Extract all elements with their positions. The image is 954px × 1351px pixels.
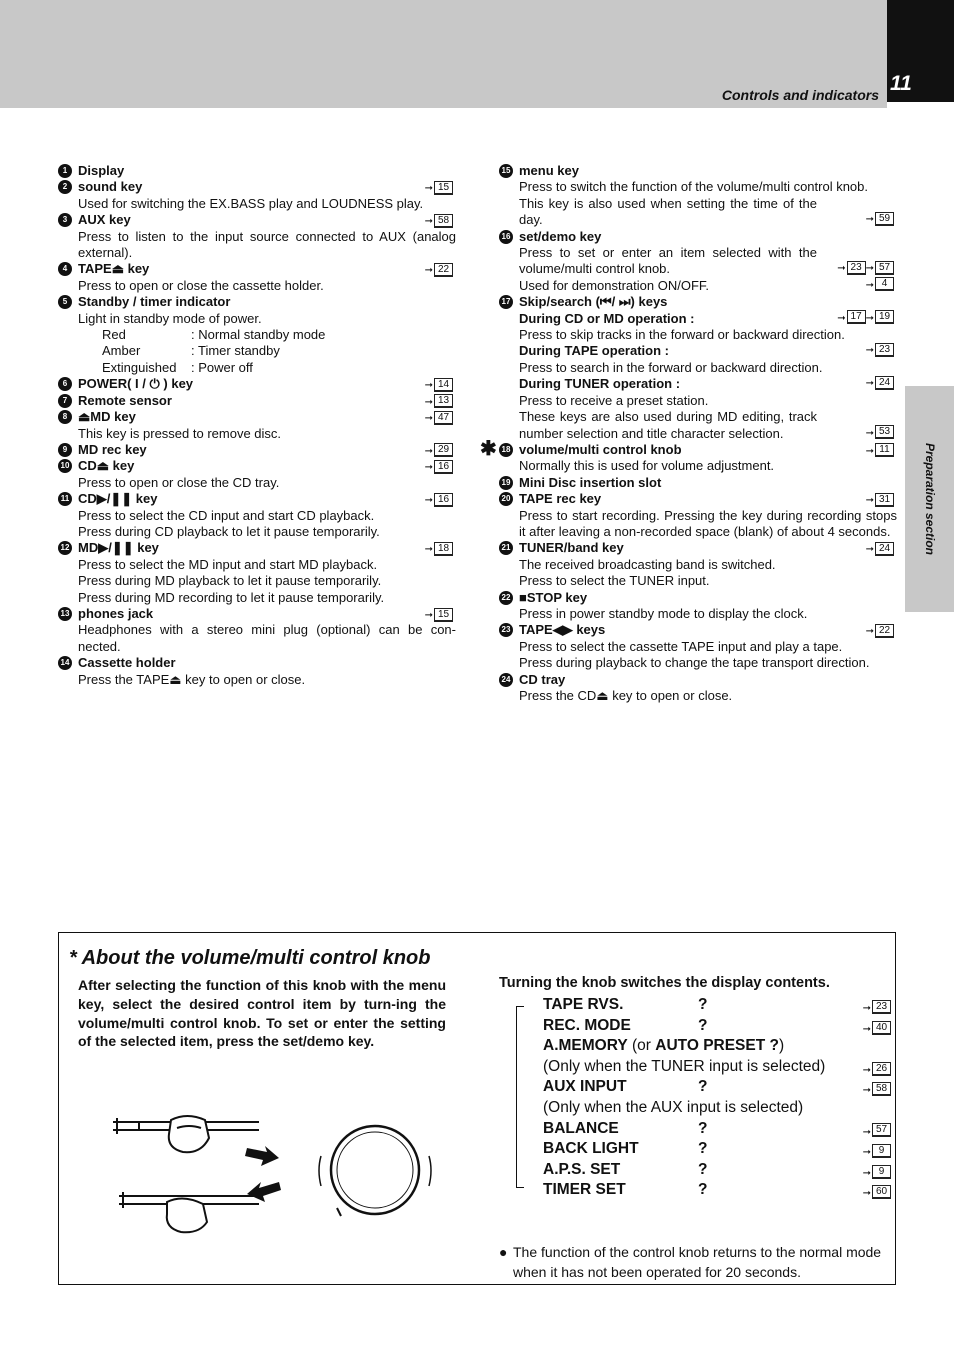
arrow-right-icon <box>245 1146 279 1166</box>
book-icon: 9 <box>872 1165 891 1179</box>
item-description: This key is pressed to remove disc. <box>78 425 282 441</box>
book-icon: 58 <box>434 214 453 228</box>
book-icon: 22 <box>875 624 894 638</box>
book-icon: 4 <box>875 277 894 291</box>
item-description: During TUNER operation : <box>519 376 681 392</box>
item-description: Press to receive a preset station. <box>519 392 709 408</box>
item-title: CD▶/❚❚ key <box>78 491 158 507</box>
arrow-icon: ➞ <box>865 495 874 507</box>
item-title: CD tray <box>519 671 566 687</box>
book-icon: 22 <box>434 263 453 277</box>
arrow-icon: ➞ <box>865 214 874 226</box>
display-item-label: A.MEMORY <box>543 1037 628 1055</box>
question-mark: ? <box>698 1140 708 1158</box>
arrow-icon: ➞ <box>862 1064 871 1076</box>
arrow-icon: ➞ <box>865 626 874 638</box>
knob-instructions: After selecting the function of this knob with the menu key, select the desired control item by turn-ing the volume/multi control knob. To set or enter the setting of the selected item, press the set/demo key. <box>78 977 446 1050</box>
arrow-icon: ➞ <box>862 1147 871 1159</box>
question-mark: ? <box>698 1016 708 1034</box>
item-title: TUNER/band key <box>519 540 624 556</box>
page-number: 11 <box>890 72 912 95</box>
item-number-badge: 8 <box>58 410 72 424</box>
item-number-badge: 5 <box>58 295 72 309</box>
item-title: ⏏MD key <box>78 409 136 425</box>
display-item <box>543 995 891 1016</box>
item-description: Press during playback to change the tape transport direction. <box>519 655 870 671</box>
control-item <box>58 409 456 442</box>
book-icon: 60 <box>872 1185 891 1199</box>
right-column <box>480 163 897 704</box>
display-item-note: (Only when the TUNER input is selected) <box>543 1057 826 1075</box>
item-number-badge: 23 <box>499 623 513 637</box>
item-title: MD rec key <box>78 441 147 457</box>
item-description: During TAPE operation : <box>519 343 669 359</box>
control-item <box>499 475 897 491</box>
knob-note <box>499 1243 891 1282</box>
item-title: Mini Disc insertion slot <box>519 474 662 490</box>
item-title: volume/multi control knob <box>519 441 682 457</box>
item-title: CD⏏ key <box>78 458 135 474</box>
item-title: menu key <box>519 163 579 178</box>
cycle-bracket-top <box>516 1006 524 1007</box>
cycle-bracket <box>516 1006 517 1188</box>
item-number-badge: 10 <box>58 459 72 473</box>
question-mark: ? <box>698 1078 708 1096</box>
display-item <box>543 1180 891 1201</box>
item-number-badge: 18 <box>499 443 513 457</box>
item-description: The received broadcasting band is switched. <box>519 556 776 572</box>
item-title: POWER( I / ⏻ ) key <box>78 376 194 392</box>
item-number-badge: 13 <box>58 607 72 621</box>
volume-knob-icon <box>319 1126 431 1216</box>
question-mark: ? <box>698 1181 708 1199</box>
page-ref <box>425 458 453 476</box>
arrow-icon: ➞ <box>837 312 846 324</box>
item-number-badge: 3 <box>58 213 72 227</box>
display-item-label: BALANCE <box>543 1119 619 1137</box>
item-description: Press to open or close the cassette holder. <box>78 277 324 293</box>
indicator-color: Amber <box>102 343 141 359</box>
control-item <box>480 437 897 475</box>
item-title: Display <box>78 163 125 178</box>
item-number-badge: 9 <box>58 443 72 457</box>
book-icon: 24 <box>875 542 894 556</box>
item-description: Press during MD recording to let it pause temporarily. <box>78 589 385 605</box>
book-icon: 16 <box>434 460 453 474</box>
control-item <box>58 393 456 409</box>
set-key-press-icon <box>119 1192 259 1232</box>
item-description: Press the CD⏏ key to open or close. <box>519 688 733 703</box>
item-title: sound key <box>78 179 143 195</box>
control-item <box>58 458 456 491</box>
item-number-badge: 12 <box>58 541 72 555</box>
page-number-box <box>887 0 954 102</box>
page-ref <box>425 179 453 197</box>
book-icon: 19 <box>875 310 894 324</box>
display-item <box>543 1016 891 1037</box>
bullet-icon: ● <box>499 1244 508 1260</box>
display-item <box>543 1077 891 1098</box>
item-description: Press to switch the function of the volume/multi control knob. <box>519 179 869 195</box>
item-description: Press to select the CD input and start CD playback. <box>78 507 375 523</box>
arrow-icon: ➞ <box>424 396 433 408</box>
item-number-badge: 2 <box>58 180 72 194</box>
page-ref <box>425 212 453 230</box>
item-title: Remote sensor <box>78 392 172 408</box>
display-item <box>543 1057 891 1078</box>
page-ref <box>866 276 894 294</box>
indicator-meaning: : Timer standby <box>191 343 280 359</box>
item-title: Standby / timer indicator <box>78 294 231 310</box>
item-number-badge: 7 <box>58 394 72 408</box>
item-description: Press to skip tracks in the forward or backward direction. <box>519 327 845 343</box>
item-description: Press to set or enter an item selected with the volume/multi control knob. <box>519 245 817 277</box>
item-title: ■STOP key <box>519 589 588 605</box>
arrow-icon: ➞ <box>424 609 433 621</box>
book-icon: 14 <box>434 378 453 392</box>
item-description: Press the TAPE⏏ key to open or close. <box>78 671 306 687</box>
book-icon: 29 <box>434 443 453 457</box>
item-title: TAPE◀▶ keys <box>519 622 606 638</box>
book-icon: 58 <box>872 1082 891 1096</box>
book-icon: 40 <box>872 1021 891 1035</box>
arrow-icon: ➞ <box>865 544 874 556</box>
item-number-badge: 1 <box>58 164 72 178</box>
page-ref <box>425 606 453 624</box>
item-description: Press during MD playback to let it pause temporarily. <box>78 573 382 589</box>
page-ref <box>866 424 894 442</box>
arrow-icon: ➞ <box>865 279 874 291</box>
knob-note-text: The function of the control knob returns to the normal mode when it has not been operated for 20 seconds. <box>513 1244 882 1280</box>
item-number-badge: 24 <box>499 673 513 687</box>
book-icon: 23 <box>875 343 894 357</box>
item-description: During CD or MD operation : <box>519 310 695 326</box>
control-item <box>499 229 897 295</box>
arrow-icon: ➞ <box>837 263 846 275</box>
item-number-badge: 15 <box>499 164 513 178</box>
control-item <box>58 261 456 294</box>
indicator-meaning: : Normal standby mode <box>191 327 326 343</box>
menu-key-press-icon <box>113 1116 259 1152</box>
page-ref <box>425 540 453 558</box>
control-item <box>58 163 456 179</box>
item-description: Headphones with a stereo mini plug (optional) can be con-nected. <box>78 622 456 654</box>
item-description: Used for switching the EX.BASS play and LOUDNESS play. <box>78 195 424 211</box>
book-icon: 31 <box>875 493 894 507</box>
item-title: MD▶/❚❚ key <box>78 540 159 556</box>
indicator-color: Extinguished <box>102 359 177 375</box>
book-icon: 16 <box>434 493 453 507</box>
control-item <box>58 179 456 212</box>
control-item <box>58 540 456 606</box>
knob-display-list <box>543 995 891 1201</box>
indicator-row <box>78 360 456 376</box>
item-description: Press during CD playback to let it pause temporarily. <box>78 523 380 539</box>
side-tab <box>905 386 954 612</box>
arrow-icon: ➞ <box>862 1188 871 1200</box>
control-item <box>58 376 456 392</box>
item-description: Press to start recording. Pressing the key during recording stops it after leaving a non-recorded space (blank) of about 4 seconds. <box>519 507 897 539</box>
close-paren: ) <box>778 1037 785 1055</box>
control-item <box>58 294 456 376</box>
book-icon: 15 <box>434 181 453 195</box>
arrow-icon: ➞ <box>424 380 433 392</box>
page-ref <box>425 409 453 427</box>
page-ref <box>866 341 894 359</box>
arrow-icon: ➞ <box>862 1085 871 1097</box>
book-icon: 53 <box>875 425 894 439</box>
display-item-note: (Only when the AUX input is selected) <box>543 1098 804 1116</box>
page-ref <box>866 374 894 392</box>
control-item <box>58 442 456 458</box>
item-description: These keys are also used during MD editing, track number selection and title character selection. <box>519 409 817 441</box>
or-text: (or <box>627 1037 656 1055</box>
item-description: Press to search in the forward or backward direction. <box>519 359 823 375</box>
indicator-color: Red <box>102 327 126 343</box>
control-item <box>58 491 456 540</box>
control-item <box>499 491 897 540</box>
indicator-row <box>78 343 456 359</box>
arrow-icon: ➞ <box>424 265 433 277</box>
arrow-icon: ➞ <box>424 462 433 474</box>
book-icon: 57 <box>875 261 894 275</box>
display-item-label: BACK LIGHT <box>543 1140 639 1158</box>
header-band <box>0 0 887 108</box>
control-item <box>58 212 456 261</box>
side-tab-label: Preparation section <box>922 442 937 556</box>
item-title: AUX key <box>78 212 131 228</box>
display-item-label-alt: AUTO PRESET ? <box>655 1037 779 1055</box>
book-icon: 24 <box>875 376 894 390</box>
display-item <box>543 1139 891 1160</box>
arrow-icon: ➞ <box>865 263 874 275</box>
question-mark: ? <box>698 1119 708 1137</box>
item-title: Skip/search (⏮/ ⏭) keys <box>519 294 668 310</box>
book-icon: 11 <box>875 443 894 457</box>
question-mark: ? <box>698 996 708 1013</box>
page-ref <box>837 309 894 327</box>
arrow-icon: ➞ <box>865 427 874 439</box>
arrow-icon: ➞ <box>865 345 874 357</box>
item-description: Press to select the TUNER input. <box>519 573 710 589</box>
item-number-badge: 19 <box>499 476 513 490</box>
knob-list-heading: Turning the knob switches the display contents. <box>499 975 830 991</box>
item-description: Used for demonstration ON/OFF. <box>519 277 710 293</box>
item-title: phones jack <box>78 605 154 621</box>
item-description: Normally this is used for volume adjustment. <box>519 458 775 474</box>
book-icon: 13 <box>434 394 453 408</box>
arrow-icon: ➞ <box>424 495 433 507</box>
page-ref <box>425 261 453 279</box>
display-item-label: TAPE RVS. <box>543 996 624 1013</box>
book-icon: 18 <box>434 542 453 556</box>
book-icon: 15 <box>434 608 453 622</box>
book-icon: 47 <box>434 411 453 425</box>
page-ref <box>425 491 453 509</box>
arrow-icon: ➞ <box>862 1167 871 1179</box>
item-number-badge: 16 <box>499 230 513 244</box>
display-item <box>543 1160 891 1181</box>
knob-info-box <box>58 932 896 1285</box>
cycle-bracket-bottom <box>516 1187 524 1188</box>
item-number-badge: 11 <box>58 492 72 506</box>
item-number-badge: 4 <box>58 262 72 276</box>
indicator-row <box>78 327 456 343</box>
book-icon: 23 <box>847 261 866 275</box>
item-description: Press to listen to the input source connected to AUX (analog external). <box>78 228 456 261</box>
arrow-icon: ➞ <box>424 183 433 195</box>
control-item <box>58 606 456 655</box>
display-item-label: AUX INPUT <box>543 1078 627 1096</box>
control-item <box>499 294 897 442</box>
item-description: Press to open or close the CD tray. <box>78 474 280 490</box>
item-number-badge: 6 <box>58 377 72 391</box>
book-icon: 9 <box>872 1144 891 1158</box>
book-icon: 57 <box>872 1123 891 1137</box>
arrow-icon: ➞ <box>862 1003 871 1014</box>
book-icon: 17 <box>847 310 866 324</box>
item-number-badge: 21 <box>499 541 513 555</box>
page-ref <box>863 1182 891 1205</box>
item-description: Light in standby mode of power. <box>78 310 262 326</box>
item-title: TAPE⏏ key <box>78 261 150 277</box>
item-description: Press to select the cassette TAPE input and play a tape. <box>519 638 843 654</box>
item-number-badge: 17 <box>499 295 513 309</box>
item-title: TAPE rec key <box>519 491 602 507</box>
arrow-icon: ➞ <box>865 445 874 457</box>
book-icon: 26 <box>872 1062 891 1076</box>
item-number-badge: 22 <box>499 591 513 605</box>
arrow-icon: ➞ <box>862 1126 871 1138</box>
knob-box-title: * About the volume/multi control knob <box>69 947 431 969</box>
control-item <box>499 622 897 671</box>
display-item-label: REC. MODE <box>543 1016 631 1034</box>
arrow-icon: ➞ <box>424 413 433 425</box>
control-item <box>499 672 897 705</box>
arrow-left-icon <box>247 1182 281 1202</box>
arrow-icon: ➞ <box>865 312 874 324</box>
knob-illustration <box>109 1108 439 1238</box>
display-item-label: A.P.S. SET <box>543 1160 621 1178</box>
display-item <box>543 1098 891 1119</box>
item-description: Press in power standby mode to display the clock. <box>519 605 808 621</box>
arrow-icon: ➞ <box>424 445 433 457</box>
asterisk-icon: ✱ <box>480 437 497 460</box>
section-title: Controls and indicators <box>721 87 879 103</box>
item-title: Cassette holder <box>78 655 176 671</box>
item-description: Press to select the MD input and start MD playback. <box>78 556 378 572</box>
item-description: This key is also used when setting the time of the day. <box>519 195 817 228</box>
arrow-icon: ➞ <box>424 216 433 228</box>
item-number-badge: 14 <box>58 656 72 670</box>
book-icon: 59 <box>875 212 894 226</box>
page-ref <box>866 210 894 228</box>
arrow-icon: ➞ <box>424 544 433 556</box>
control-item <box>499 590 897 623</box>
display-item <box>543 1036 891 1057</box>
item-number-badge: 20 <box>499 492 513 506</box>
display-item-label: TIMER SET <box>543 1181 626 1199</box>
left-column <box>58 163 456 688</box>
book-icon: 23 <box>872 1000 891 1014</box>
arrow-icon: ➞ <box>865 378 874 390</box>
display-item <box>543 1119 891 1140</box>
control-item <box>499 163 897 229</box>
indicator-meaning: : Power off <box>191 359 253 375</box>
control-item <box>499 540 897 589</box>
control-item <box>58 655 456 688</box>
item-title: set/demo key <box>519 228 602 244</box>
question-mark: ? <box>698 1160 708 1178</box>
arrow-icon: ➞ <box>862 1023 871 1035</box>
